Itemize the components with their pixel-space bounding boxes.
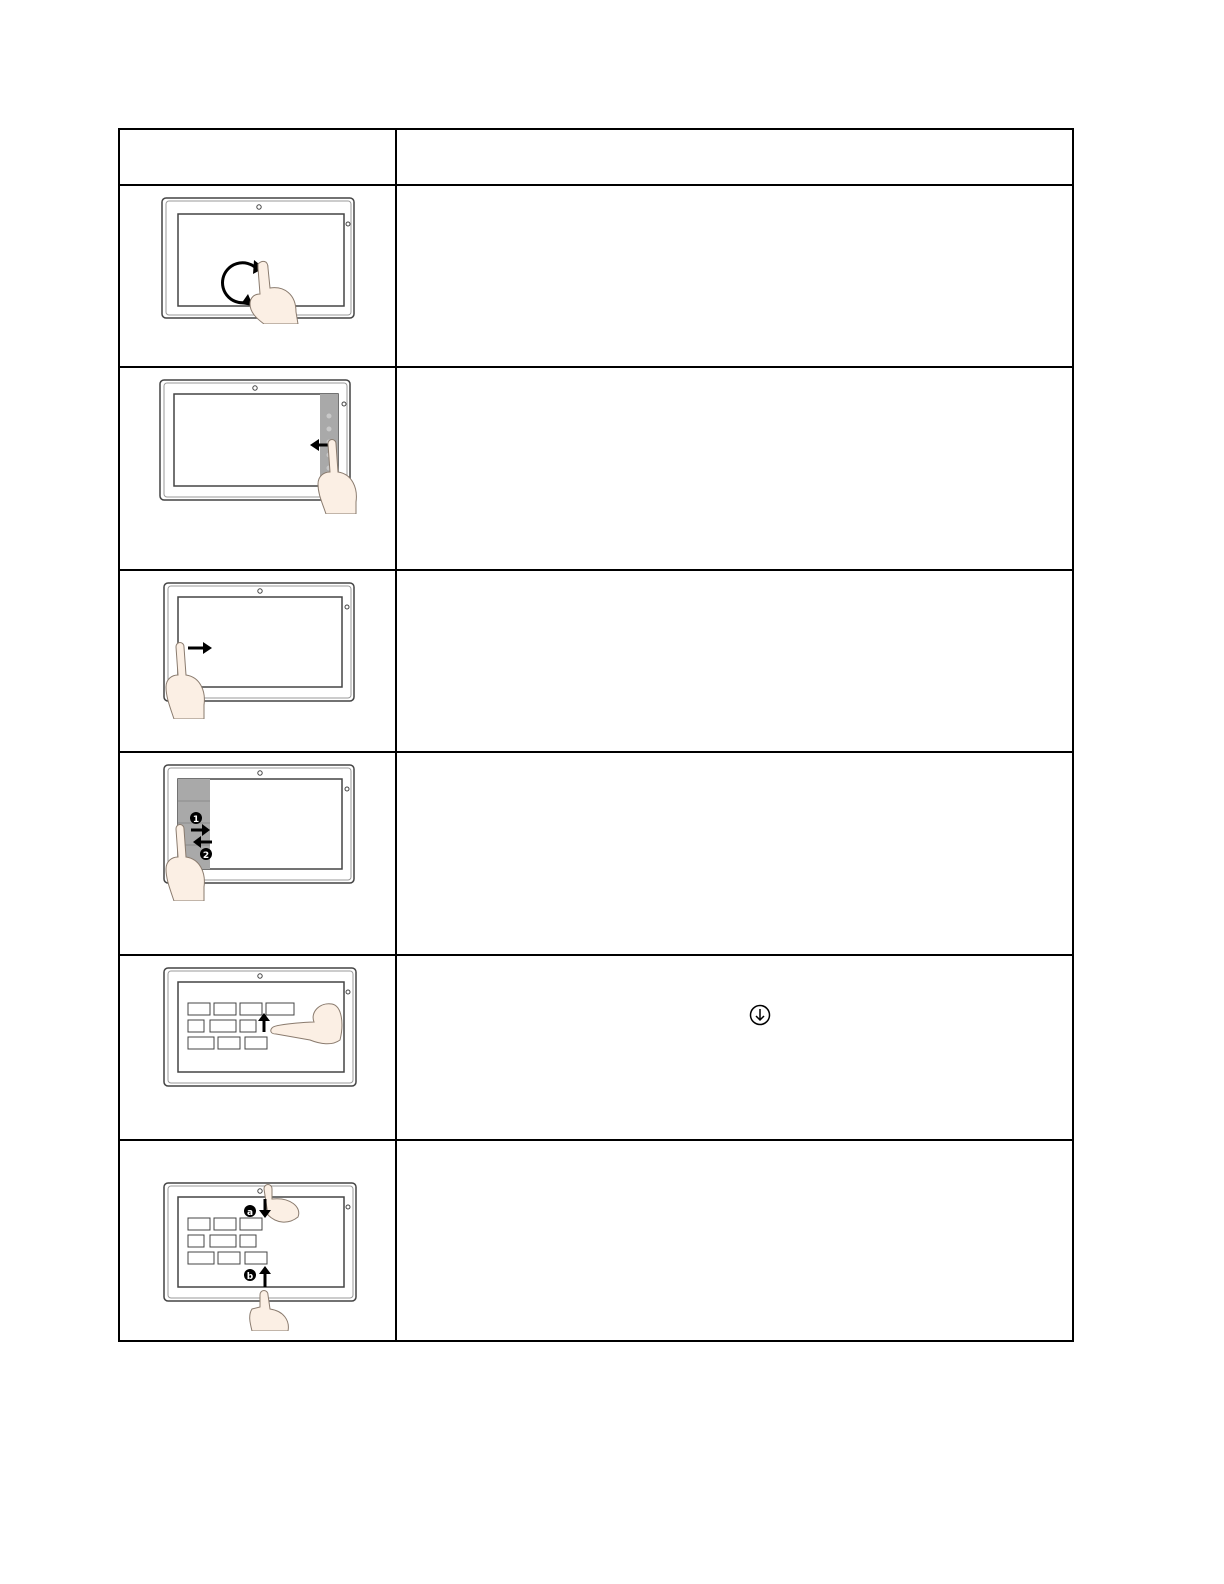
marker-a: a: [246, 1208, 254, 1218]
tablet-swipe-down-up-icon: [160, 1155, 360, 1331]
gesture-table: [118, 128, 1074, 1342]
table-header-row: [120, 130, 1072, 184]
table-row: [120, 184, 1072, 366]
tablet-rotate-icon: [158, 194, 360, 324]
step-2-marker: 2: [202, 851, 210, 861]
table-row: [120, 751, 1072, 954]
table-row: [120, 366, 1072, 569]
swipe-left-edge-illustration: [120, 571, 395, 751]
description-cell: [397, 1141, 1072, 1340]
description-cell: [397, 186, 1072, 366]
tablet-swipe-up-tiles-icon: [160, 964, 360, 1092]
tablet-swipe-in-out-left-icon: [160, 761, 360, 901]
rotate-gesture-illustration: [120, 186, 395, 366]
step-1-marker: 1: [192, 815, 200, 825]
table-row: [120, 569, 1072, 751]
header-illustration-cell: [120, 130, 395, 184]
tablet-swipe-from-right-icon: [156, 376, 362, 514]
swipe-right-edge-illustration: [120, 368, 395, 569]
marker-b: b: [246, 1272, 254, 1282]
description-cell: [397, 753, 1072, 954]
download-arrow-icon: [749, 1004, 771, 1026]
table-row: [120, 954, 1072, 1139]
description-cell: [397, 571, 1072, 751]
header-description-cell: [397, 130, 1072, 184]
swipe-down-up-illustration: [120, 1141, 395, 1340]
swipe-in-out-left-edge-illustration: [120, 753, 395, 954]
description-cell: [397, 368, 1072, 569]
table-row: [120, 1139, 1072, 1340]
swipe-up-start-screen-illustration: [120, 956, 395, 1139]
description-cell: [397, 956, 1072, 1139]
tablet-swipe-from-left-icon: [160, 579, 360, 719]
